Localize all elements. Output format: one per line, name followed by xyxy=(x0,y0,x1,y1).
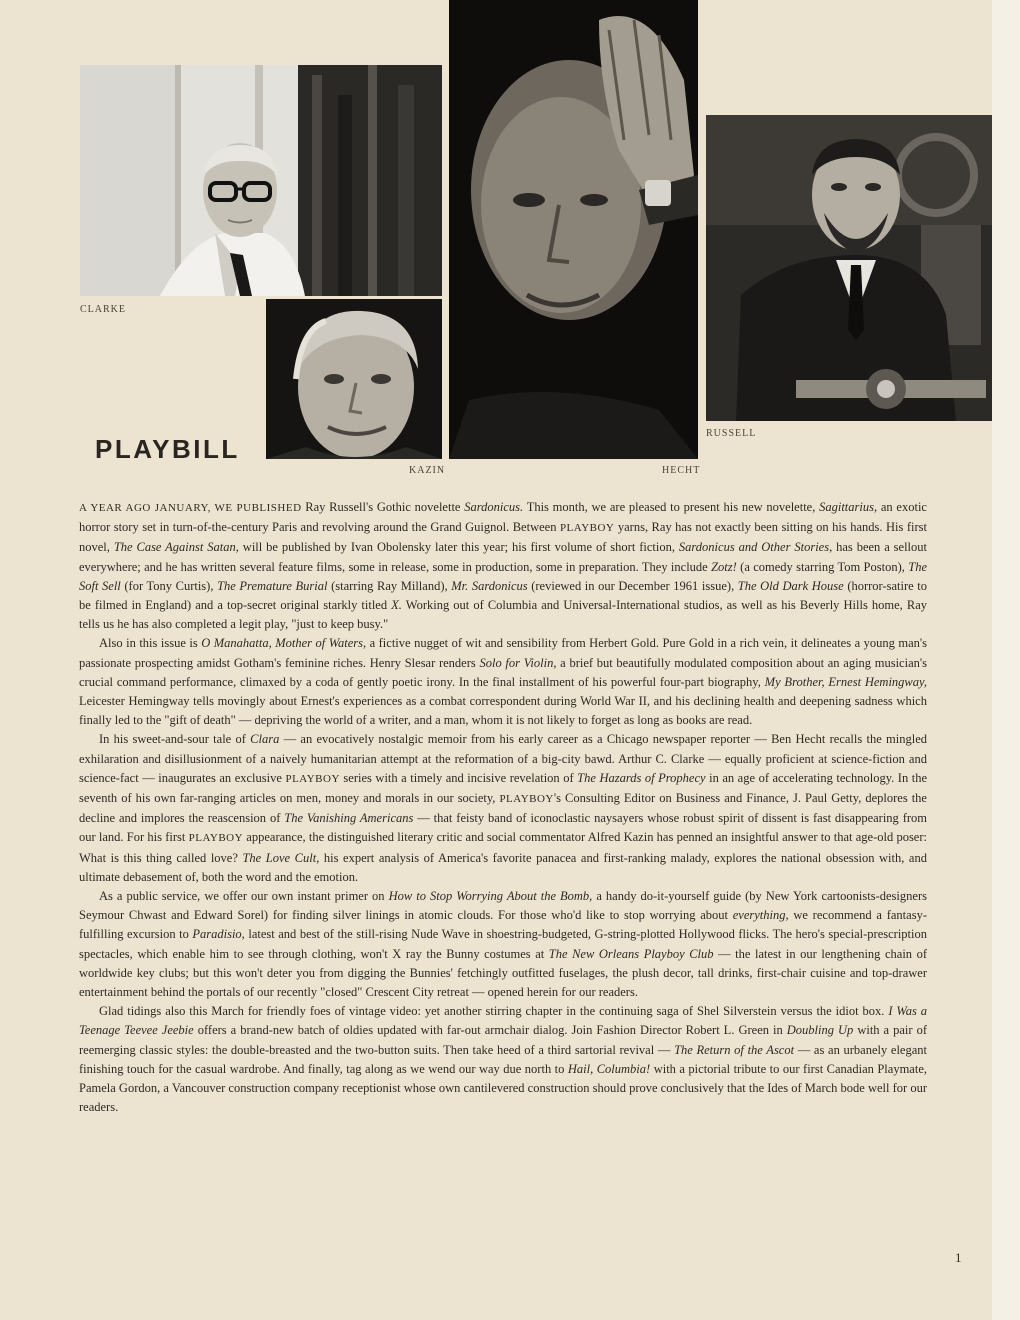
article-paragraph xyxy=(79,498,927,634)
body-text: (starring Ray Milland), xyxy=(327,578,452,593)
body-text: an exotic horror story set in turn-of-the-century Paris and revolving around the Grand Guignol. Between xyxy=(79,500,927,535)
italic-title: Paradisio, xyxy=(192,927,245,942)
italic-title: Zotz! xyxy=(711,559,737,574)
small-caps-text: PLAYBOY xyxy=(188,832,244,845)
body-text: 's Consulting Editor on Business and Finance, J. Paul Getty, deplores the decline and implores the reascension of xyxy=(79,791,927,826)
italic-title: Mr. Sardonicus xyxy=(451,578,528,593)
article-paragraph xyxy=(79,730,927,887)
article-paragraph xyxy=(79,887,927,1002)
clarke-caption: CLARKE xyxy=(80,304,126,315)
body-text: Ray Russell's Gothic novelette xyxy=(301,500,465,514)
body-text: will be published by Ivan Obolensky later this year; his first volume of short fiction, xyxy=(238,540,679,555)
body-text: appearance, the distinguished literary critic and social commentator Alfred Kazin has penned an insightful answer to that age-old poser: What is this thing called love? xyxy=(79,830,927,865)
italic-title: The Vanishing Americans xyxy=(284,811,414,826)
body-text: — that feisty band of iconoclastic naysayers whose robust spirit of dissent is fast disappearing from our land. For his first xyxy=(79,811,927,845)
body-text: This month, we are pleased to present his new novelette, xyxy=(523,500,820,514)
small-caps-text: PLAYBOY xyxy=(559,522,615,535)
italic-title: My Brother, Ernest Hemingway, xyxy=(764,674,928,689)
italic-title: Doubling Up xyxy=(786,1023,854,1038)
kazin-photo xyxy=(266,299,442,459)
body-text: As a public service, we offer our own instant primer on xyxy=(99,889,389,904)
body-text: (horror-satire to be filmed in England) and a top-secret original starkly titled xyxy=(79,578,928,613)
italic-title: The Love Cult, xyxy=(242,850,320,865)
body-text: Glad tidings also this March for friendly foes of vintage video: yet another stirring chapter in the continuing saga of Shel Silverstein versus the idiot box. xyxy=(99,1004,889,1019)
russell-photo xyxy=(706,115,992,421)
page-margin xyxy=(992,0,1020,1320)
body-text: series with a timely and incisive revelation of xyxy=(339,770,578,785)
italic-title: The Old Dark House xyxy=(737,578,844,593)
italic-title: The Case Against Satan, xyxy=(113,540,239,555)
body-text: a brief but beautifully modulated composition about an aging musician's crucial command performance, climaxed by a coda of gently poetic irony. In the final installment of his powerful four-part biography, xyxy=(79,655,927,689)
body-text: (reviewed in our December 1961 issue), xyxy=(527,578,738,593)
small-caps-text: PLAYBOY xyxy=(285,772,340,785)
body-text: Also in this issue is xyxy=(99,636,202,651)
italic-title: How to Stop Worrying About the Bomb, xyxy=(388,889,593,904)
body-text: In his sweet-and-sour tale of xyxy=(99,732,251,747)
italic-title: The Hazards of Prophecy xyxy=(577,770,706,785)
body-text: latest and best of the still-rising Nude Wave in shoestring-budgeted, G-string-plotted Hollywood flicks. The hero's special-prescription spectacles, which enable him to see through clothing, won't X ray the Bunny costumes at xyxy=(79,927,927,961)
body-text: — as an urbanely elegant finishing touch for the casual wardrobe. And finally, tag along as we wend our way due north to xyxy=(79,1042,927,1076)
body-text: (a comedy starring Tom Poston), xyxy=(736,559,909,574)
italic-title: Sardonicus. xyxy=(464,500,524,514)
body-text: a handy do-it-yourself guide (by New York cartoonists-designers Seymour Chwast and Edward Sorel) for finding silver linings in atomic clouds. For those who'd like to stop worrying about xyxy=(79,889,927,923)
kazin-caption: KAZIN xyxy=(409,465,446,476)
article-paragraph xyxy=(79,634,927,730)
italic-title: The Return of the Ascot xyxy=(674,1042,795,1057)
hecht-photo xyxy=(449,0,698,459)
page-number: 1 xyxy=(955,1250,962,1265)
body-text: Working out of Columbia and Universal-International studios, as well as his Beverly Hills home, Ray tells us he has also completed a legit play, "just to keep busy." xyxy=(79,598,927,632)
italic-title: I Was a Teenage Teevee Jeebie xyxy=(79,1004,927,1038)
body-text: his expert analysis of America's favorite panacea and first-ranking malady, explores the national obsession with, and ultimate debasement of, both the word and the emotion. xyxy=(79,850,927,884)
body-text: has been a sellout everywhere; and he has written several feature films, some in release, some in production, some in preparation. They include xyxy=(79,540,928,574)
article-body xyxy=(79,498,927,1118)
hecht-caption: HECHT xyxy=(662,465,701,476)
body-text: with a pictorial tribute to our first Canadian Playmate, Pamela Gordon, a Vancouver construction company receptionist whose own cantilevered construction should prove conclusively that the Ides of March bode well for our readers. xyxy=(79,1061,927,1115)
small-caps-text: A YEAR AGO JANUARY, WE PUBLISHED xyxy=(79,502,302,514)
italic-title: everything, xyxy=(732,908,789,923)
body-text: with a pair of reemerging classic styles: the double-breasted and the two-button suits. Then take heed of a third sartorial revival — xyxy=(79,1023,927,1057)
body-text: (for Tony Curtis), xyxy=(120,578,218,593)
body-text: in an age of accelerating technology. In the seventh of his own far-ranging articles on men, money and morals in our society, xyxy=(79,770,928,806)
italic-title: The Premature Burial xyxy=(217,578,328,593)
body-text: we recommend a fantasy-fulfilling excursion to xyxy=(79,908,927,942)
clarke-photo xyxy=(80,65,442,296)
italic-title: The New Orleans Playboy Club xyxy=(548,946,714,961)
italic-title: Hail, Columbia! xyxy=(567,1061,651,1076)
body-text: — the latest in our lengthening chain of worldwide key clubs; but this won't deter you from digging the Bunnies' fetchingly outfitted fuselages, the plush decor, tall drinks, first-chair cuisine and top-drawer entertainment behind the portals of our recently "closed" Crescent City retreat — opened herein for our readers. xyxy=(79,946,928,1000)
italic-title: Solo for Violin, xyxy=(479,655,557,670)
body-text: Leicester Hemingway tells movingly about Ernest's experiences as a combat correspondent during World War II, and his declining health and deepening sadness which finally led to the "gift of death" — depriving the world of a writer, and a man, whom it is not likely to forget as long as books are read. xyxy=(79,694,927,728)
italic-title: O Manahatta, Mother of Waters, xyxy=(201,636,367,651)
italic-title: Sagittarius, xyxy=(819,500,878,514)
italic-title: Clara xyxy=(250,732,280,747)
section-heading: PLAYBILL xyxy=(95,434,240,464)
russell-caption: RUSSELL xyxy=(706,428,757,439)
italic-title: Sardonicus and Other Stories, xyxy=(678,540,833,555)
body-text: — an evocatively nostalgic memoir from his early career as a Chicago newspaper reporter — Ben Hecht recalls the mingled exhilaration and disillusionment of a naively humanitarian attempt at the reformation of a big-city bawd. Arthur C. Clarke — equally proficient at science-fiction and science-fact — inaugurates an exclusive xyxy=(79,732,927,785)
small-caps-text: PLAYBOY xyxy=(499,793,554,806)
body-text: offers a brand-new batch of oldies updated with far-out armchair dialog. Join Fashion Director Robert L. Green in xyxy=(193,1023,787,1038)
italic-title: X. xyxy=(391,598,402,613)
body-text: yarns, Ray has not exactly been sitting on his hands. His first novel, xyxy=(79,520,927,555)
article-paragraph xyxy=(79,1002,927,1117)
italic-title: The Soft Sell xyxy=(79,559,927,593)
body-text: a fictive nugget of wit and sensibility from Herbert Gold. Pure Gold in a rich vein, it delineates a young man's passionate prospecting amidst Gotham's feminine riches. Henry Slesar renders xyxy=(79,636,927,670)
